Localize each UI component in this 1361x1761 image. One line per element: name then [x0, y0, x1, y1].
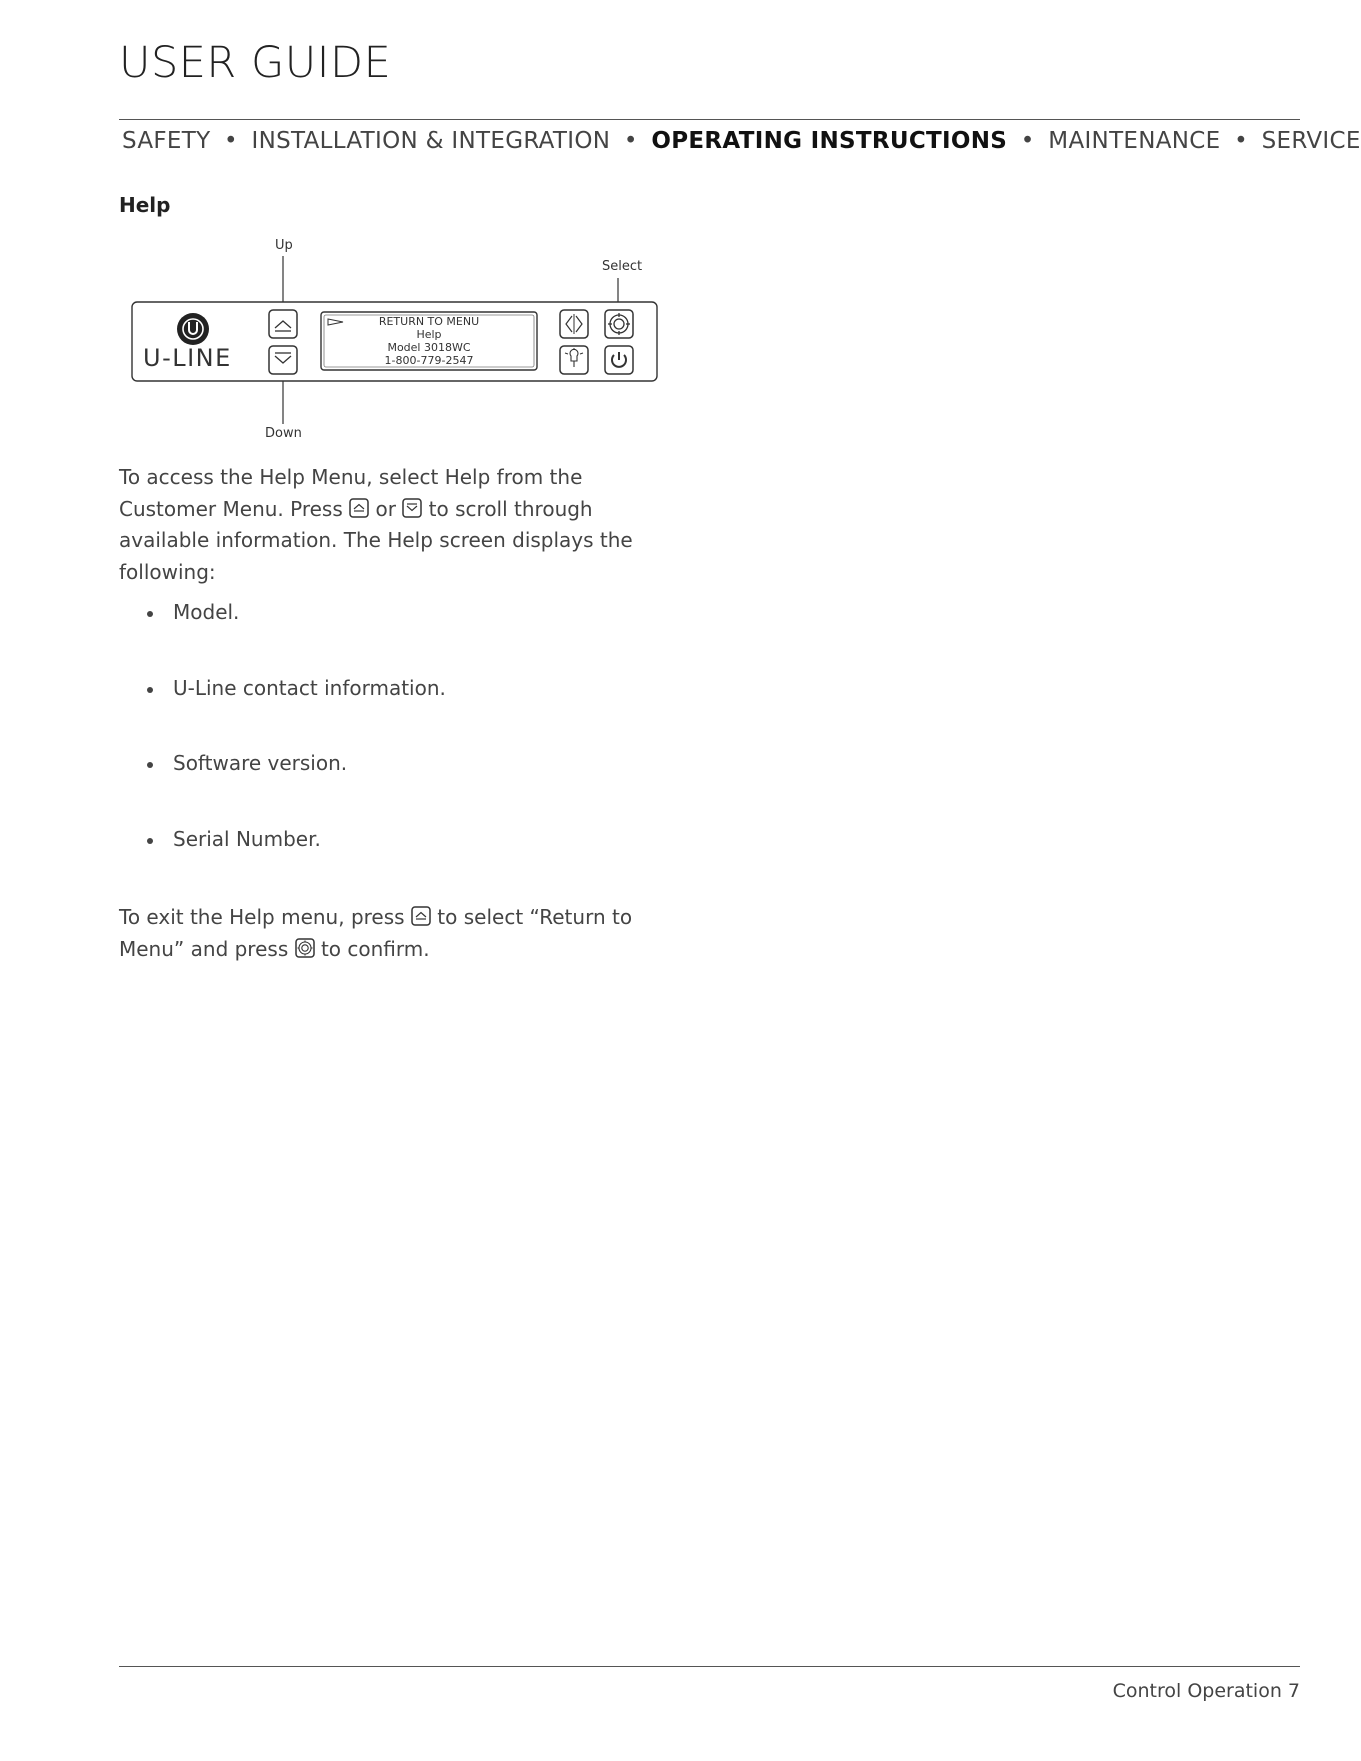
nav-separator: •	[224, 128, 238, 154]
up-arrow-button-icon	[411, 906, 431, 926]
nav-separator: •	[1234, 128, 1248, 154]
brand-wordmark: U-LINE	[143, 344, 232, 372]
nav-item-installation: INSTALLATION & INTEGRATION	[251, 128, 611, 154]
para-text: To access the Help Menu, select Help from the Customer Menu. Press	[119, 465, 583, 521]
down-arrow-button-icon	[402, 498, 422, 518]
lcd-line: 1-800-779-2547	[384, 354, 474, 367]
help-info-list	[119, 600, 446, 902]
page-footer: Control Operation 7	[1112, 1680, 1300, 1702]
list-item: Serial Number.	[119, 827, 446, 903]
lcd-line: RETURN TO MENU	[378, 315, 480, 328]
help-access-paragraph	[119, 462, 679, 588]
footer-rule	[119, 1666, 1300, 1667]
up-arrow-button-icon	[269, 310, 297, 338]
para-text: To exit the Help menu, press	[119, 905, 411, 929]
nav-item-service: SERVICE	[1261, 128, 1361, 154]
control-panel-figure	[119, 236, 679, 446]
power-button-icon	[605, 346, 633, 374]
select-button-icon	[295, 938, 315, 958]
callout-select: Select	[602, 259, 643, 274]
lcd-line: Help	[416, 328, 442, 341]
callout-down: Down	[265, 426, 302, 441]
para-text: to select “Return to Menu” and press	[119, 905, 633, 961]
nav-item-operating-instructions: OPERATING INSTRUCTIONS	[651, 128, 1008, 154]
u-line-logo-icon	[177, 313, 209, 345]
header-rule	[119, 119, 1300, 120]
nav-separator: •	[1020, 128, 1035, 154]
para-text: to scroll through available information. The Help screen displays the following:	[119, 496, 633, 584]
para-text: or	[369, 496, 403, 521]
section-heading: Help	[119, 193, 171, 217]
lcd-line: Model 3018WC	[387, 341, 471, 354]
list-item: Model.	[119, 600, 446, 676]
door-toggle-icon	[560, 310, 588, 338]
select-button-icon	[605, 310, 633, 338]
document-title: USER GUIDE	[119, 38, 392, 88]
section-nav	[122, 128, 1361, 154]
help-exit-paragraph	[119, 902, 679, 965]
list-item: Software version.	[119, 751, 446, 827]
nav-item-maintenance: MAINTENANCE	[1048, 128, 1221, 154]
nav-separator: •	[623, 128, 638, 154]
callout-up: Up	[275, 238, 293, 253]
list-item: U-Line contact information.	[119, 676, 446, 752]
down-arrow-button-icon	[269, 346, 297, 374]
up-arrow-button-icon	[349, 498, 369, 518]
light-icon	[560, 346, 588, 374]
para-text: to confirm.	[314, 936, 430, 961]
nav-item-safety: SAFETY	[122, 128, 211, 154]
